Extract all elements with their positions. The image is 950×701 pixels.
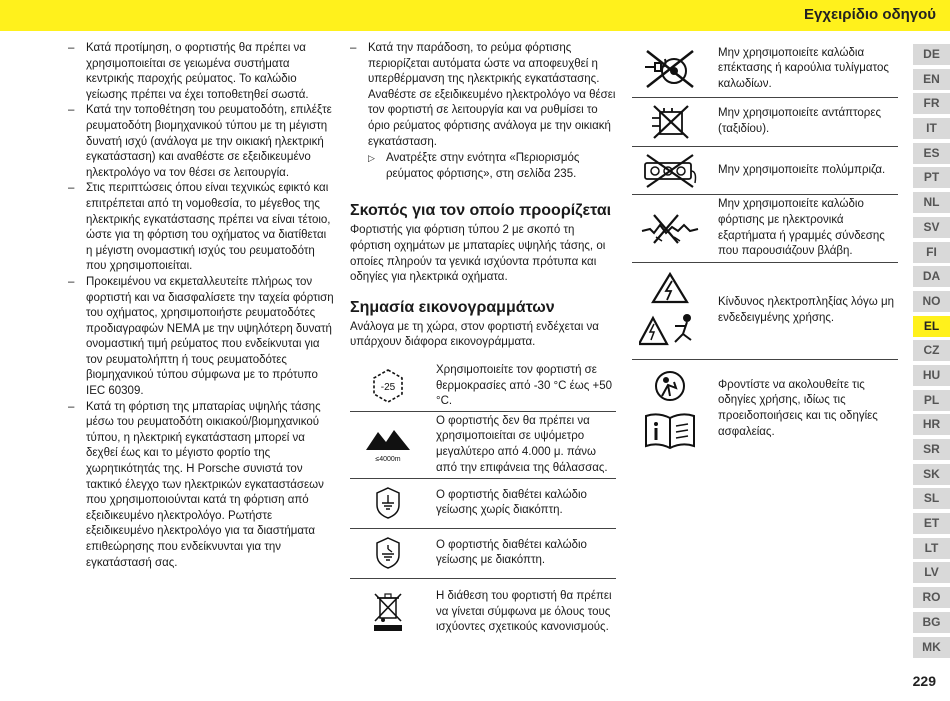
list-item: – Κατά την τοποθέτηση του ρευματοδότη, επιλέξτε ρευματοδότη βιομηχανικού τύπου με τη μέγιστη δυνατή ισχύ (ανάλογα με την οικιακή ηλεκτρική εγκατάσταση) και αναθέστε σε εξειδικευμένο ηλεκτρολόγο να τον θέσει σε λειτουργία. <box>68 103 334 181</box>
pictogram-table <box>350 362 616 646</box>
language-tab-cz[interactable]: CZ <box>913 340 950 361</box>
ground-cable-interruptible-icon <box>350 487 426 519</box>
pictogram-description: Η διάθεση του φορτιστή θα πρέπει να γίνεται σύμφωνα με όλους τους ισχύοντες σχετικούς κανονισμούς. <box>436 590 612 634</box>
column-3 <box>632 41 898 458</box>
cross-reference[interactable] <box>350 151 616 182</box>
table-row <box>350 362 616 412</box>
no-damaged-cable-icon <box>632 213 708 245</box>
language-tab-pl[interactable]: PL <box>913 390 950 411</box>
language-tab-nl[interactable]: NL <box>913 192 950 213</box>
language-tab-sr[interactable]: SR <box>913 439 950 460</box>
heading-pictogram-meaning: Σημασία εικονογραμμάτων <box>350 298 555 316</box>
language-tab-et[interactable]: ET <box>913 513 950 534</box>
temperature-minus-25-icon <box>350 368 426 404</box>
page-title: Εγχειρίδιο οδηγού <box>804 6 936 23</box>
language-tab-mk[interactable]: MK <box>913 637 950 658</box>
language-tab-lv[interactable]: LV <box>913 562 950 583</box>
language-tabs <box>913 44 950 661</box>
language-tab-no[interactable]: NO <box>913 291 950 312</box>
language-tab-fi[interactable]: FI <box>913 242 950 263</box>
list-item: – Προκειμένου να εκμεταλλευτείτε πλήρως τον φορτιστή και να διασφαλίσετε την ταχεία φόρτιση του οχήματος, χρησιμοποιήστε ρευματοδότες προδιαγραφών NEMA με την υψηλότερη δυνατή ονομαστική τιμή ρεύματος που ενδείκνυται για τον ρευματολήπτη ή τους ρευματοδότες βιομηχανικού τύπου σύμφωνα με το πρότυπο IEC 60309. <box>68 275 334 400</box>
pictogram-description: Κίνδυνος ηλεκτροπληξίας λόγω μη ενδεδειγμένης χρήσης. <box>718 296 894 324</box>
language-tab-fr[interactable]: FR <box>913 93 950 114</box>
language-tab-sl[interactable]: SL <box>913 488 950 509</box>
altitude-label: ≤4000m <box>375 455 401 463</box>
pictogram-description: Μην χρησιμοποιείτε πολύμπριζα. <box>718 163 886 176</box>
pictogram-description: Μην χρησιμοποιείτε καλώδιο φόρτισης με ηλεκτρονικά εξαρτήματα ή γραμμές σύνδεσης που παρουσιάζουν βλάβη. <box>718 198 885 258</box>
list-item: – Κατά τη φόρτιση της μπαταρίας υψηλής τάσης μέσω του ρευματοδότη οικιακού/βιομηχανικού τύπου, η ηλεκτρική εγκατάσταση μπορεί να δεχθεί έως και το μέγιστο φορτίο της χωρητικότητάς της. Η Porsche συνιστά τον τακτικό έλεγχο των ηλεκτρικών εγκαταστάσεων που χρησιμοποιούνται κατά τη φόρτιση από εξειδικευμένο ηλεκτρολόγο. Ρωτήστε εξειδικευμένο ηλεκτρολόγο για τα διαστήματα επιθεώρησης που ενδείκνυνται για την εγκατάστασή σας. <box>68 400 334 572</box>
column-1 <box>68 41 334 571</box>
language-tab-de[interactable]: DE <box>913 44 950 65</box>
language-tab-hu[interactable]: HU <box>913 365 950 386</box>
heading-intended-purpose: Σκοπός για τον οποίο προορίζεται <box>350 202 612 220</box>
language-tab-sv[interactable]: SV <box>913 217 950 238</box>
purpose-paragraph: Φορτιστής για φόρτιση τύπου 2 με σκοπό τη φόρτιση οχημάτων με μπαταρίες υψηλής τάσης, οι οποίες πληρούν τα γενικά ισχύοντα πρότυπα και οδηγίες για ηλεκτρικά οχήματα. <box>350 224 606 284</box>
list-item: – Κατά προτίμηση, ο φορτιστής θα πρέπει να χρησιμοποιείται σε γειωμένα συστήματα κεντρικής παροχής ρεύματος. Το καλώδιο γείωσης πρέπει να έχει τοποθετηθεί σωστά. <box>68 41 334 103</box>
table-row <box>632 41 898 98</box>
table-row <box>632 98 898 147</box>
table-row <box>632 360 898 458</box>
list-item: – Στις περιπτώσεις όπου είναι τεχνικώς εφικτό και επιτρέπεται από τη νομοθεσία, το μέγεθος της ηλεκτρικής εγκατάστασης πρέπει να είναι τέτοιο, ώστε για τη φόρτιση του οχήματος να διατίθεται η μέγιστη ονομαστική ισχύς του ρευματοδότη που χρησιμοποιείται. <box>68 181 334 275</box>
language-tab-bg[interactable]: BG <box>913 612 950 633</box>
weee-disposal-bin-icon <box>350 591 426 633</box>
language-tab-it[interactable]: IT <box>913 118 950 139</box>
no-adapter-icon <box>632 104 708 140</box>
ground-cable-switch-icon <box>350 537 426 569</box>
cross-reference-text: Ανατρέξτε στην ενότητα «Περιορισμός ρεύματος φόρτισης», στη σελίδα 235. <box>386 152 580 180</box>
altitude-mountain-icon <box>350 426 426 464</box>
table-row <box>632 147 898 195</box>
list-item: – Κατά την παράδοση, το ρεύμα φόρτισης περιορίζεται αυτόματα ώστε να αποφευχθεί η υπερθέρμανση της ηλεκτρικής εγκατάστασης. Αναθέστε σε εξειδικευμένο ηλεκτρολόγο να θέσει τον φορτιστή σε λειτουργία και να ρυθμίσει το όριο ρεύματος φόρτισης ανάλογα με την οικιακή εγκατάσταση. <box>350 41 616 150</box>
pictogram-description: Ο φορτιστής δεν θα πρέπει να χρησιμοποιείται σε υψόμετρο μεγαλύτερο από 4.000 μ. πάνω από την επιφάνεια της θάλασσας. <box>436 414 608 474</box>
temperature-label: -25 <box>380 382 396 394</box>
no-multi-socket-icon <box>632 153 708 189</box>
meaning-paragraph: Ανάλογα με τη χώρα, στον φορτιστή ενδέχεται να υπάρχουν διάφορα εικονογράμματα. <box>350 320 599 349</box>
language-tab-da[interactable]: DA <box>913 266 950 287</box>
language-tab-en[interactable]: EN <box>913 69 950 90</box>
pictogram-description: Μην χρησιμοποιείτε αντάπτορες (ταξιδίου). <box>718 107 882 135</box>
header-bar <box>0 0 950 31</box>
table-row <box>350 412 616 479</box>
table-row <box>632 195 898 263</box>
electric-shock-warning-icon <box>632 270 708 352</box>
pictogram-description: Φροντίστε να ακολουθείτε τις οδηγίες χρήσης, ιδίως τις προειδοποιήσεις και τις οδηγίες ασφαλείας. <box>718 378 878 438</box>
language-tab-hr[interactable]: HR <box>913 414 950 435</box>
pictogram-description: Χρησιμοποιείτε τον φορτιστή σε θερμοκρασίες από -30 °C έως +50 °C. <box>436 364 612 408</box>
pictogram-description: Ο φορτιστής διαθέτει καλώδιο γείωσης χωρίς διακόπτη. <box>436 488 587 517</box>
language-tab-es[interactable]: ES <box>913 143 950 164</box>
table-row <box>350 529 616 579</box>
read-manual-icon <box>632 368 708 450</box>
language-tab-el[interactable]: EL <box>913 316 950 337</box>
pictogram-description: Ο φορτιστής διαθέτει καλώδιο γείωσης με διακόπτη. <box>436 538 587 567</box>
language-tab-ro[interactable]: RO <box>913 587 950 608</box>
language-tab-sk[interactable]: SK <box>913 464 950 485</box>
no-extension-cable-icon <box>632 47 708 91</box>
table-row <box>350 479 616 529</box>
table-row <box>632 263 898 360</box>
pictogram-description: Μην χρησιμοποιείτε καλώδια επέκτασης ή καρούλια τυλίγματος καλωδίων. <box>718 46 889 90</box>
language-tab-pt[interactable]: PT <box>913 167 950 188</box>
triangle-right-icon: ▷ <box>368 153 375 164</box>
language-tab-lt[interactable]: LT <box>913 538 950 559</box>
page-number: 229 <box>912 673 936 689</box>
column-2 <box>350 41 616 646</box>
table-row <box>350 579 616 646</box>
